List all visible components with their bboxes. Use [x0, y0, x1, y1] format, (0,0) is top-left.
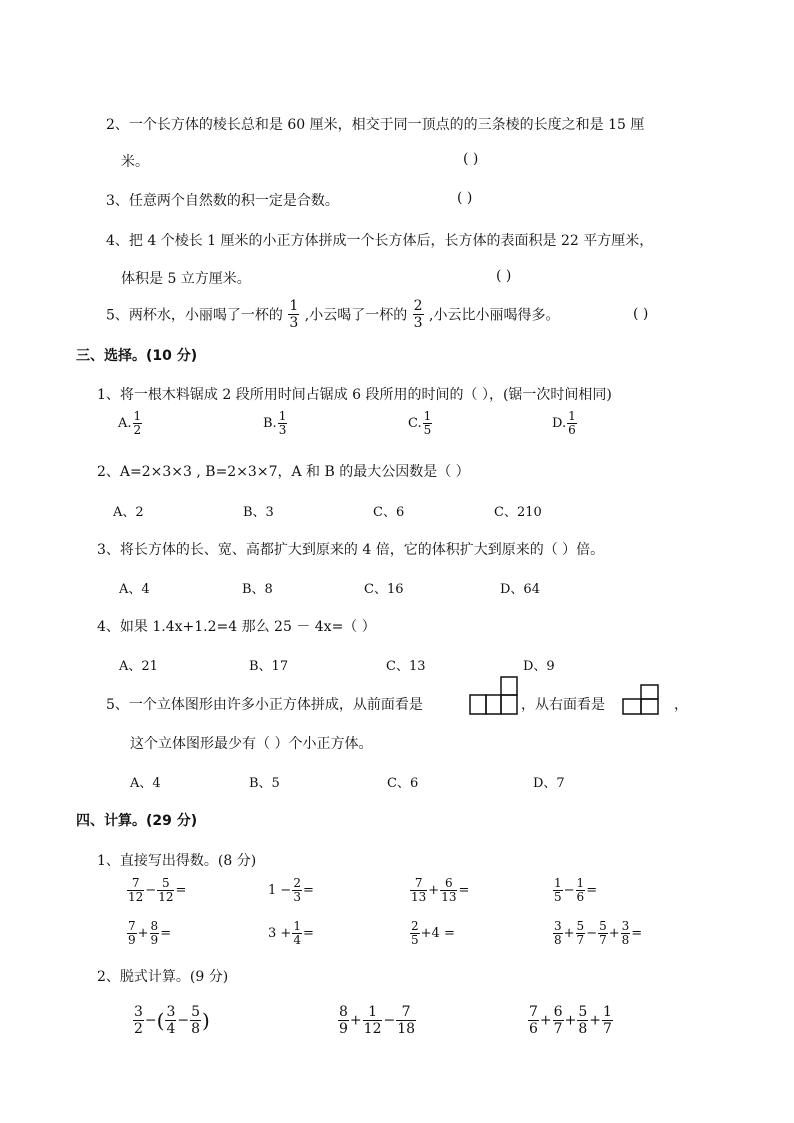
choice-q2-option-a[interactable]: A、2 [113, 505, 144, 520]
tf-q4-answer-paren[interactable]: ( ) [496, 268, 512, 284]
tf-q2-answer-paren[interactable]: ( ) [463, 151, 479, 167]
calc1-expr7[interactable]: $\frac{2}{5}$ +4 = [411, 919, 455, 947]
choice-q3-option-b[interactable]: B、8 [242, 582, 273, 597]
tf-q2-line2: 米。 [121, 154, 149, 170]
choice-q2-option-d[interactable]: C、210 [494, 505, 542, 520]
choice-q3-option-d[interactable]: D、64 [500, 582, 540, 597]
calc1-expr1[interactable]: $\frac{7}{12}$ − $\frac{5}{12}$ = [128, 876, 187, 904]
tf-q3: 3、任意两个自然数的积一定是合数。 [106, 193, 339, 209]
calc1-expr3[interactable]: $\frac{7}{13}$ + $\frac{6}{13}$ = [411, 876, 470, 904]
fraction-one-third: $\frac{1}{3}$ [289, 298, 299, 331]
calc1-expr8[interactable]: $\frac{3}{8}$ + $\frac{5}{7}$ − $\frac{5}{7}$ + $\frac{3}{8}$ = [554, 919, 643, 947]
calc2-expr3[interactable]: $\frac{7}{6}$ + $\frac{6}{7}$ + $\frac{5}{8}$ + $\frac{1}{7}$ [529, 1004, 612, 1037]
tf-q4-line1: 4、把 4 个棱长 1 厘米的小正方体拼成一个长方体后，长方体的表面积是 22 平方厘米， [106, 233, 654, 249]
front-view-figure [469, 676, 519, 716]
choice-q5-comma: ， [674, 697, 688, 713]
choice-q1-option-d[interactable]: D. $\frac{1}{6}$ [552, 409, 576, 437]
calc-part1-title: 1、直接写出得数。(8 分) [97, 853, 257, 869]
choice-q1: 1、将一根木料锯成 2 段所用时间占锯成 6 段所用的时间的（ ），(锯一次时间相同) [97, 387, 612, 403]
calc-part2-title: 2、脱式计算。(9 分) [97, 969, 229, 985]
calc2-expr2[interactable]: $\frac{8}{9}$ + $\frac{1}{12}$ − $\frac{7}{18}$ [339, 1004, 416, 1037]
choice-q5-line2: 这个立体图形最少有（ ）个小正方体。 [130, 736, 373, 752]
tf-q2-line1: 2、一个长方体的棱长总和是 60 厘米，相交于同一顶点的的三条棱的长度之和是 15 厘 [106, 117, 645, 133]
choice-q5-line1: 5、一个立体图形由许多小正方体拼成，从前面看是 [106, 697, 423, 713]
tf-q3-answer-paren[interactable]: ( ) [457, 190, 473, 206]
choice-q5-option-d[interactable]: D、7 [533, 776, 565, 791]
section-choice-title: 三、选择。(10 分) [76, 348, 198, 364]
choice-q1-option-b[interactable]: B. $\frac{1}{3}$ [263, 409, 287, 437]
calc1-expr2[interactable]: 1 − $\frac{2}{3}$ = [268, 876, 314, 904]
choice-q2-option-c[interactable]: C、6 [373, 505, 405, 520]
choice-q5-option-c[interactable]: C、6 [387, 776, 419, 791]
choice-q5-option-a[interactable]: A、4 [130, 776, 161, 791]
choice-q4-option-d[interactable]: D、9 [523, 659, 555, 674]
tf-q5-answer-paren[interactable]: ( ) [633, 306, 649, 322]
tf-q4-line2: 体积是 5 立方厘米。 [121, 271, 251, 287]
choice-q5-mid: ，从右面看是 [521, 697, 605, 713]
calc1-expr5[interactable]: $\frac{7}{9}$ + $\frac{8}{9}$ = [128, 919, 172, 947]
choice-q1-option-c[interactable]: C. $\frac{1}{5}$ [408, 409, 432, 437]
choice-q2-option-b[interactable]: B、3 [243, 505, 274, 520]
calc1-expr6[interactable]: 3 + $\frac{1}{4}$ = [268, 919, 314, 947]
calc1-expr4[interactable]: $\frac{1}{5}$ − $\frac{1}{6}$ = [554, 876, 598, 904]
choice-q2: 2、A=2×3×3 , B=2×3×7，A 和 B 的最大公因数是（ ） [97, 464, 470, 480]
section-calc-title: 四、计算。(29 分) [76, 813, 198, 829]
choice-q3-option-c[interactable]: C、16 [364, 582, 404, 597]
choice-q1-option-a[interactable]: A. $\frac{1}{2}$ [118, 409, 142, 437]
choice-q4-option-b[interactable]: B、17 [249, 659, 289, 674]
tf-q5: 5、两杯水，小丽喝了一杯的 $\frac{1}{3}$ ,小云喝了一杯的 $\frac{2}{3}$ ,小云比小丽喝得多。 [106, 298, 560, 331]
choice-q5-option-b[interactable]: B、5 [249, 776, 280, 791]
choice-q3: 3、将长方体的长、宽、高都扩大到原来的 4 倍，它的体积扩大到原来的（ ）倍。 [97, 542, 605, 558]
choice-q4-option-a[interactable]: A、21 [119, 659, 158, 674]
choice-q4-option-c[interactable]: C、13 [386, 659, 426, 674]
fraction-two-thirds: $\frac{2}{3}$ [413, 298, 423, 331]
choice-q3-option-a[interactable]: A、4 [119, 582, 150, 597]
calc2-expr1[interactable]: $\frac{3}{2}$ −( $\frac{3}{4}$ − $\frac{5}{8}$ ) [134, 1004, 210, 1037]
right-view-figure [622, 684, 660, 716]
choice-q4: 4、如果 1.4x+1.2=4 那么 25 － 4x=（ ） [97, 619, 376, 635]
